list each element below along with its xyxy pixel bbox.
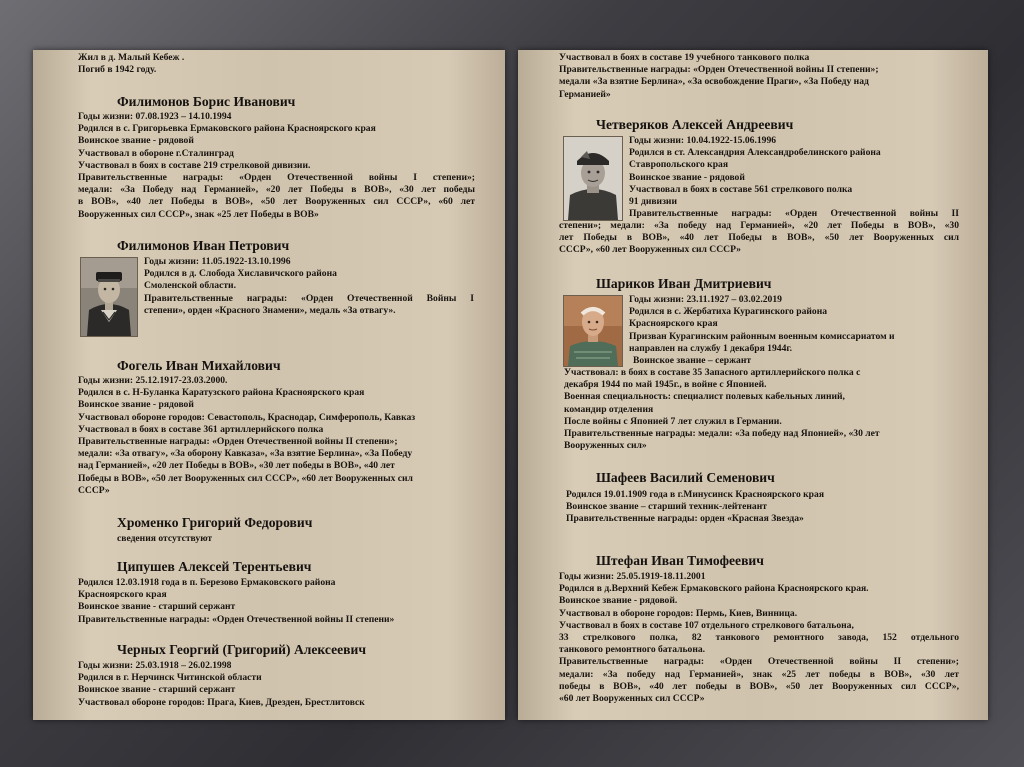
text-line: направлен на службу 1 декабря 1944г. <box>629 342 793 354</box>
text-line: Воинское звание - рядовой <box>78 399 194 411</box>
text-line: декабря 1944 по май 1945г., в войне с Японией. <box>564 379 767 391</box>
text-line: Участвовал в боях в составе 561 стрелкового полка <box>629 183 853 195</box>
text-line: Участвовал в боях в составе 219 стрелковой дивизии. <box>78 159 311 171</box>
text-line: Жил в д. Малый Кебеж . <box>78 52 185 63</box>
person-name: Хроменко Григорий Федорович <box>117 515 313 530</box>
text-line: Воинское звание – сержант <box>633 355 752 367</box>
person-name: Черных Георгий (Григорий) Алексеевич <box>117 642 367 657</box>
text-line: Участвовал обороне городов: Севастополь, Краснодар, Симферополь, Кавказ <box>78 411 416 423</box>
text-line: Правительственные награды: орден «Красная Звезда» <box>566 513 804 525</box>
text-line: Погиб в 1942 году. <box>78 64 157 76</box>
text-line: Правительственные награды: «Орден Отечественной войны II <box>629 208 959 220</box>
left-page <box>33 50 505 720</box>
text-line: Правительственные награды: «Орден Отечественной войны II степени»; <box>559 64 879 76</box>
text-line: лет Победы в ВОВ», «40 лет Победы в ВОВ», «50 лет Вооруженных сил <box>559 232 959 244</box>
person-details <box>78 111 475 221</box>
text-line: 91 дивизии <box>629 196 677 208</box>
text-line: Родился 12.03.1918 года в п. Березово Ермаковского района <box>78 577 336 588</box>
text-line: степени»; медали: «За победу над Германией», «20 лет Победы в ВОВ», «30 <box>559 220 959 231</box>
text-line: Участвовал в боях в составе 19 учебного танкового полка <box>559 52 810 63</box>
text-line: Победы в ВОВ», «50 лет Вооруженных сил СССР», «60 лет Вооруженных сил <box>78 472 413 484</box>
text-line: Правительственные награды: «Орден Отечественной войны I степени»; <box>78 172 475 184</box>
text-line: Годы жизни: 25.05.1919-18.11.2001 <box>559 571 706 582</box>
text-line: Участвовал: в боях в составе 35 Запасного артиллерийского полка с <box>564 367 861 378</box>
person-details <box>629 294 959 367</box>
text-line: Родился 19.01.1909 года в г.Минусинск Красноярского края <box>566 489 825 500</box>
person-details-continued <box>559 220 959 257</box>
text-line: СССР», «60 лет Вооруженных сил СССР» <box>559 244 741 256</box>
text-line: Родился в д.Верхний Кебеж Ермаковского района Красноярского края. <box>559 583 869 595</box>
text-line: сведения отсутствуют <box>117 533 213 544</box>
text-line: медали: «За отвагу», «За оборону Кавказа», «За взятие Берлина», «За Победу <box>78 448 413 460</box>
text-line: Вооруженных сил» <box>564 440 647 452</box>
text-line: Правительственные награды: «Орден Отечественной войны II степени»; <box>78 436 398 448</box>
text-line: Воинское звание - старший сержант <box>78 601 236 613</box>
person-details <box>629 135 959 220</box>
text-line: степени», орден «Красного Знамени», медаль «За отвагу». <box>144 304 396 316</box>
text-line: Участвовал в обороне городов: Пермь, Киев, Винница. <box>559 607 798 619</box>
text-line: Участвовал в обороне г.Сталинград <box>78 147 234 159</box>
text-line: Правительственные награды: «Орден Отечественной войны II степени»; <box>559 656 959 668</box>
text-line: Правительственные награды: медали: «За победу над Японией», «30 лет <box>564 428 880 440</box>
text-line: Красноярского края <box>78 589 167 601</box>
text-line: Воинское звание - старший сержант <box>78 684 236 696</box>
text-line: Военная специальность: специалист полевых кабельных линий, <box>564 391 845 403</box>
text-line: Воинское звание - рядовой. <box>559 595 678 607</box>
text-line: Родился в д. Слобода Хиславичского района <box>144 268 337 280</box>
person-name: Филимонов Борис Иванович <box>117 94 296 109</box>
person-name: Шариков Иван Дмитриевич <box>596 276 772 291</box>
person-details-continued <box>564 367 959 452</box>
text-line: Германией» <box>559 88 611 100</box>
text-line: Красноярского края <box>629 318 718 330</box>
text-line: Воинское звание - рядовой <box>629 171 745 183</box>
person-details <box>78 375 475 497</box>
text-line: Годы жизни: 25.12.1917-23.03.2000. <box>78 375 228 386</box>
text-line: в ВОВ», «40 лет Победы в ВОВ», «50 лет Вооруженных сил СССР», «60 лет <box>78 196 475 208</box>
text-line: танкового ремонтного батальона. <box>559 644 706 656</box>
text-line: командир отделения <box>564 403 654 415</box>
person-name: Четверяков Алексей Андреевич <box>596 117 794 132</box>
person-name: Шафеев Василий Семенович <box>596 470 775 485</box>
text-line: Родился в с. Григорьевка Ермаковского района Красноярского края <box>78 123 376 135</box>
text-line: победы в ВОВ», «40 лет победы в ВОВ», «50 лет Вооруженных сил СССР», <box>559 680 959 692</box>
person-details <box>117 533 505 545</box>
text-line: Годы жизни: 23.11.1927 – 03.02.2019 <box>629 294 782 305</box>
person-details <box>78 577 505 626</box>
text-line: Годы жизни: 25.03.1918 – 26.02.1998 <box>78 660 232 671</box>
text-line: «60 лет Вооруженных сил СССР» <box>559 693 705 705</box>
text-line: Участвовал обороне городов: Прага, Киев, Дрезден, Брестлитовск <box>78 696 365 708</box>
text-line: Смоленской области. <box>144 280 236 292</box>
text-line: 33 стрелкового полка, 82 танкового ремонтного завода, 152 отдельного <box>559 632 959 644</box>
person-details <box>78 660 505 709</box>
text-line: над Германией», «20 лет Победы в ВОВ», «30 лет победы в ВОВ», «40 лет <box>78 460 395 472</box>
text-line: Воинское звание - рядовой <box>78 135 194 147</box>
person-name: Ципушев Алексей Терентьевич <box>117 559 312 574</box>
person-name: Штефан Иван Тимофеевич <box>596 553 764 568</box>
person-details <box>144 256 474 317</box>
text-line: Правительственные награды: «Орден Отечественной Войны I <box>144 292 474 304</box>
text-line: Родился в с. Н-Буланка Каратузского района Красноярского края <box>78 387 365 399</box>
right-page <box>518 50 988 720</box>
text-line: Годы жизни: 11.05.1922-13.10.1996 <box>144 256 291 267</box>
text-line: Участвовал в боях в составе 107 отдельного стрелкового батальона, <box>559 619 854 631</box>
text-line: Правительственные награды: «Орден Отечественной войны II степени» <box>78 613 395 625</box>
soldier-portrait-photo <box>563 136 623 221</box>
text-line: медали: «За Победу над Германией», «20 лет Победы в ВОВ», «30 лет победы <box>78 184 475 196</box>
text-line: Участвовал в боях в составе 361 артиллерийского полка <box>78 423 324 435</box>
text-line: Родился в с. Жербатиха Курагинского района <box>629 306 828 318</box>
person-name: Филимонов Иван Петрович <box>117 238 290 253</box>
sailor-portrait-photo <box>80 257 138 337</box>
text-line: Годы жизни: 07.08.1923 – 14.10.1994 <box>78 111 232 122</box>
text-line: Воинское звание – старший техник-лейтенант <box>566 501 767 513</box>
text-line: Призван Курагинским районным военным комиссариатом и <box>629 330 895 342</box>
text-line: СССР» <box>78 484 110 496</box>
text-line: Ставропольского края <box>629 159 729 171</box>
text-line: Годы жизни: 10.04.1922-15.06.1996 <box>629 135 777 146</box>
text-line: медали «За взятие Берлина», «За освобождение Праги», «За Победу над <box>559 76 869 88</box>
person-details <box>566 489 988 526</box>
person-name: Фогель Иван Михайлович <box>117 358 281 373</box>
text-line: медали: «За победу над Германией», знак «25 лет победы в ВОВ», «30 лет <box>559 668 959 680</box>
person-details <box>559 571 959 705</box>
intro-block <box>78 52 505 76</box>
text-line: Родился в г. Нерчинск Читинской области <box>78 672 262 684</box>
text-line: Вооруженных сил СССР», знак «25 лет Победы в ВОВ» <box>78 208 319 220</box>
text-line: После войны с Японией 7 лет служил в Германии. <box>564 415 782 427</box>
text-line: Родился в ст. Александрия Александробелинского района <box>629 147 881 159</box>
elderly-man-portrait-photo <box>563 295 623 367</box>
intro-block <box>559 52 988 101</box>
